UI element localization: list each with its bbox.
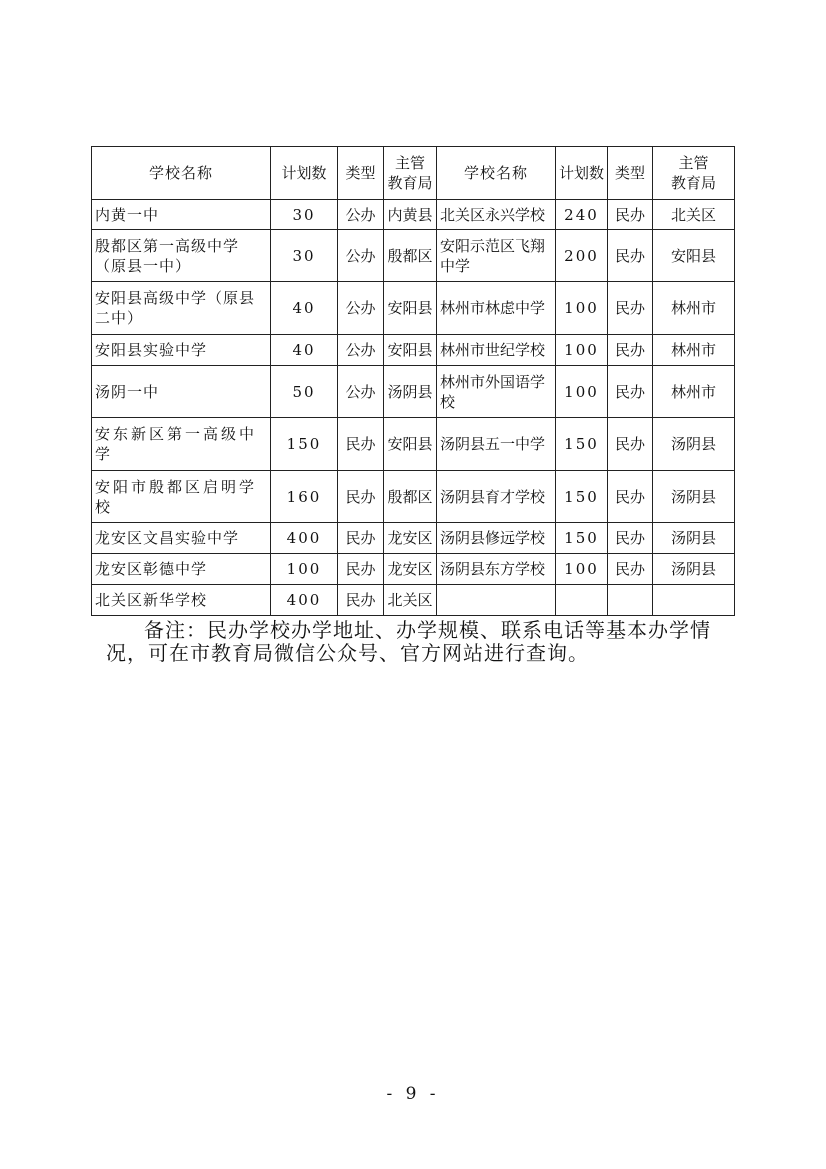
table-row	[92, 230, 735, 282]
table-row	[92, 554, 735, 585]
cell-authority: 林州市	[653, 366, 735, 418]
cell-plan-count: 100	[556, 554, 608, 585]
cell-plan-count: 100	[271, 554, 338, 585]
cell-authority: 内黄县	[384, 200, 437, 230]
cell-type: 公办	[338, 366, 384, 418]
cell-type: 民办	[608, 200, 653, 230]
cell-school-name: 安东新区第一高级中学	[92, 418, 271, 471]
cell-school-name: 林州市世纪学校	[437, 335, 556, 366]
cell-plan-count	[556, 585, 608, 616]
header-school-name-1: 学校名称	[92, 147, 271, 200]
cell-authority: 汤阴县	[653, 554, 735, 585]
note-text: 备注：民办学校办学地址、办学规模、联系电话等基本办学情况，可在市教育局微信公众号、官方网站进行查询。	[106, 618, 711, 665]
cell-plan-count: 50	[271, 366, 338, 418]
cell-school-name: 汤阴一中	[92, 366, 271, 418]
table-row	[92, 335, 735, 366]
cell-authority: 北关区	[653, 200, 735, 230]
cell-school-name: 北关区新华学校	[92, 585, 271, 616]
cell-school-name: 林州市林虑中学	[437, 282, 556, 335]
cell-authority: 汤阴县	[653, 471, 735, 523]
table-row	[92, 200, 735, 230]
cell-type: 民办	[608, 418, 653, 471]
cell-plan-count: 150	[271, 418, 338, 471]
cell-plan-count: 200	[556, 230, 608, 282]
remark-note	[106, 619, 746, 665]
table-row	[92, 523, 735, 554]
cell-plan-count: 100	[556, 366, 608, 418]
cell-school-name: 殷都区第一高级中学（原县一中）	[92, 230, 271, 282]
cell-type: 民办	[608, 230, 653, 282]
cell-school-name: 龙安区彰德中学	[92, 554, 271, 585]
cell-type: 民办	[338, 471, 384, 523]
cell-plan-count: 400	[271, 585, 338, 616]
cell-type: 民办	[608, 471, 653, 523]
cell-plan-count: 240	[556, 200, 608, 230]
cell-plan-count: 160	[271, 471, 338, 523]
cell-type: 民办	[608, 523, 653, 554]
cell-type: 民办	[338, 554, 384, 585]
cell-type: 民办	[608, 554, 653, 585]
cell-type: 民办	[338, 585, 384, 616]
cell-plan-count: 400	[271, 523, 338, 554]
table-row	[92, 282, 735, 335]
cell-authority	[653, 585, 735, 616]
cell-plan-count: 40	[271, 335, 338, 366]
cell-authority: 汤阴县	[653, 523, 735, 554]
header-plan-count-1: 计划数	[271, 147, 338, 200]
header-school-name-2: 学校名称	[437, 147, 556, 200]
cell-school-name: 内黄一中	[92, 200, 271, 230]
table-row	[92, 366, 735, 418]
cell-authority: 北关区	[384, 585, 437, 616]
cell-authority: 龙安区	[384, 554, 437, 585]
cell-authority: 殷都区	[384, 471, 437, 523]
cell-plan-count: 150	[556, 471, 608, 523]
header-authority-2: 主管 教育局	[653, 147, 735, 200]
cell-authority: 安阳县	[384, 282, 437, 335]
cell-type: 民办	[338, 418, 384, 471]
cell-authority: 汤阴县	[653, 418, 735, 471]
cell-type	[608, 585, 653, 616]
cell-plan-count: 30	[271, 230, 338, 282]
cell-school-name	[437, 585, 556, 616]
cell-plan-count: 30	[271, 200, 338, 230]
cell-authority: 汤阴县	[384, 366, 437, 418]
cell-type: 公办	[338, 282, 384, 335]
page-number: - 9 -	[386, 1084, 440, 1104]
header-type-2: 类型	[608, 147, 653, 200]
cell-school-name: 汤阴县育才学校	[437, 471, 556, 523]
cell-school-name: 安阳县高级中学（原县二中）	[92, 282, 271, 335]
header-authority-1: 主管 教育局	[384, 147, 437, 200]
cell-type: 民办	[608, 335, 653, 366]
cell-authority: 林州市	[653, 282, 735, 335]
cell-authority: 龙安区	[384, 523, 437, 554]
cell-school-name: 汤阴县修远学校	[437, 523, 556, 554]
table-row	[92, 471, 735, 523]
cell-type: 公办	[338, 335, 384, 366]
cell-authority: 安阳县	[653, 230, 735, 282]
cell-authority: 安阳县	[384, 335, 437, 366]
cell-school-name: 汤阴县东方学校	[437, 554, 556, 585]
cell-plan-count: 100	[556, 282, 608, 335]
table-row	[92, 585, 735, 616]
cell-authority: 林州市	[653, 335, 735, 366]
cell-plan-count: 100	[556, 335, 608, 366]
cell-type: 公办	[338, 230, 384, 282]
cell-school-name: 汤阴县五一中学	[437, 418, 556, 471]
table-row	[92, 418, 735, 471]
cell-type: 民办	[608, 366, 653, 418]
cell-authority: 安阳县	[384, 418, 437, 471]
cell-school-name: 安阳市殷都区启明学校	[92, 471, 271, 523]
cell-type: 民办	[608, 282, 653, 335]
cell-school-name: 龙安区文昌实验中学	[92, 523, 271, 554]
cell-plan-count: 150	[556, 418, 608, 471]
table-header-row	[92, 147, 735, 200]
cell-authority: 殷都区	[384, 230, 437, 282]
cell-school-name: 安阳示范区飞翔中学	[437, 230, 556, 282]
cell-plan-count: 150	[556, 523, 608, 554]
cell-type: 民办	[338, 523, 384, 554]
cell-school-name: 林州市外国语学校	[437, 366, 556, 418]
cell-school-name: 北关区永兴学校	[437, 200, 556, 230]
schools-table	[91, 146, 735, 616]
cell-plan-count: 40	[271, 282, 338, 335]
cell-school-name: 安阳县实验中学	[92, 335, 271, 366]
header-plan-count-2: 计划数	[556, 147, 608, 200]
header-type-1: 类型	[338, 147, 384, 200]
cell-type: 公办	[338, 200, 384, 230]
